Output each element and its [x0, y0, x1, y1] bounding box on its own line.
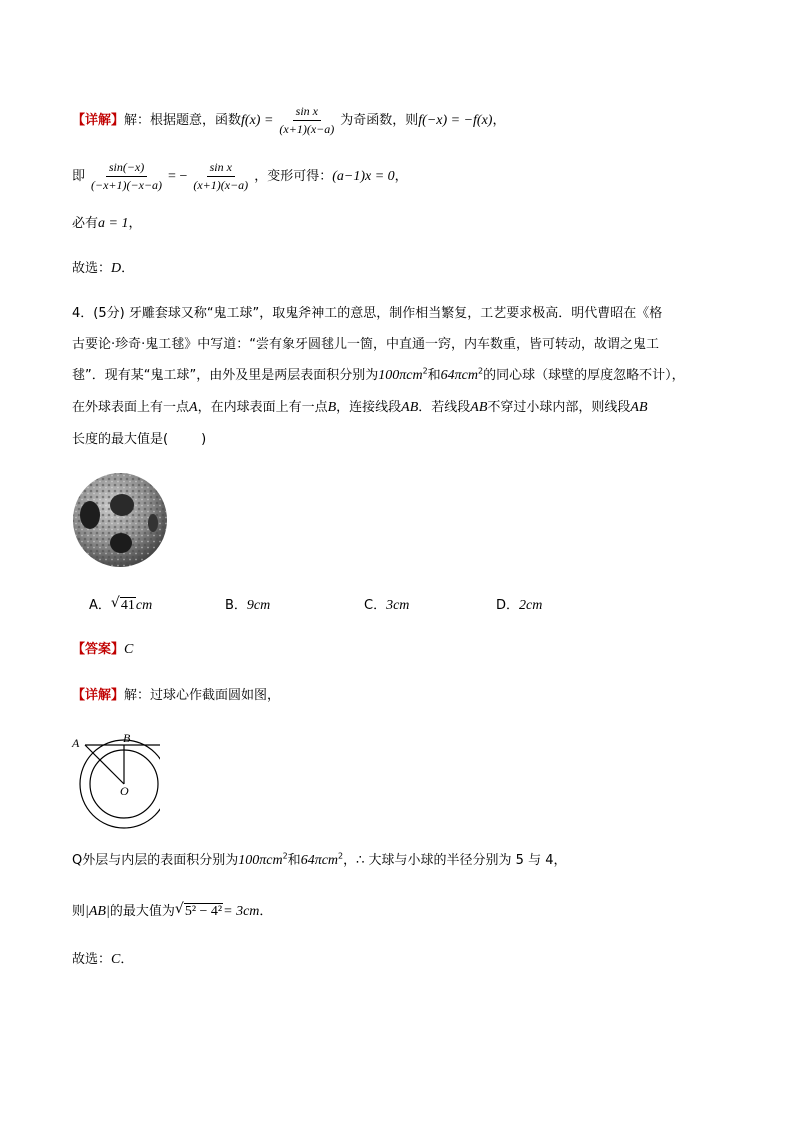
detail-tag: 【详解】 — [72, 113, 125, 128]
answer-value: C — [124, 642, 134, 657]
text: 则 — [72, 904, 86, 919]
text: 不穿过小球内部，则线段 — [487, 400, 631, 415]
q4-line2: 古要论·珍奇·鬼工毬》中写道：“尝有象牙圆毬儿一箇，中直通一窍，内车数重，皆可转动，故谓之鬼工 — [72, 337, 660, 352]
sol3-line3 — [72, 214, 141, 234]
cross-section-diagram — [68, 732, 160, 830]
choice-letter: C — [111, 952, 121, 967]
sqrt-expr — [111, 596, 136, 616]
text: ， — [394, 169, 408, 184]
odd-relation: f(−x) = −f(x) — [418, 113, 493, 128]
option-a[interactable] — [89, 596, 152, 616]
q4-line8 — [72, 950, 133, 970]
exponent: 2 — [338, 851, 344, 861]
math-var: AB — [630, 400, 648, 415]
q4-line1: 4．(5分) 牙雕套球又称“鬼工球”，取鬼斧神工的意思，制作相当繁复，工艺要求极高．明代曹昭在《格 — [72, 306, 663, 321]
detail-text: 解：过球心作截面圆如图， — [124, 688, 281, 703]
option-label: C． — [364, 598, 387, 613]
fraction-numerator: sin x — [207, 160, 235, 177]
text: 即 — [72, 169, 86, 184]
label-a: A — [72, 736, 80, 750]
text: 必有 — [72, 216, 99, 231]
unit: cm — [135, 598, 153, 613]
option-value: 9cm — [246, 598, 271, 613]
option-d[interactable] — [496, 596, 542, 616]
option-value: 3cm — [386, 598, 410, 613]
math-expr: = 3cm — [223, 904, 260, 919]
text: 毬”．现有某“鬼工球”，由外及里是两层表面积分别为 — [72, 368, 379, 383]
math-var: AB — [470, 400, 488, 415]
fraction — [190, 160, 251, 193]
math-value: 100πcm — [238, 853, 283, 868]
math-expr: a = 1 — [98, 216, 129, 231]
sol3-line1 — [72, 104, 505, 137]
text: ，在内球表面上有一点 — [197, 400, 328, 415]
equals: = − — [168, 169, 188, 184]
option-b[interactable] — [225, 596, 270, 616]
math-expr: (a−1)x = 0 — [332, 169, 395, 184]
sqrt-radicand: 41 — [120, 598, 135, 613]
sqrt-sign: √ — [174, 901, 184, 917]
detail-line — [72, 686, 280, 706]
math-value: 64πcm — [440, 368, 479, 383]
exponent: 2 — [282, 851, 288, 861]
text: 为奇函数，则 — [340, 113, 419, 128]
fraction-denominator: (x+1)(x−a) — [279, 122, 335, 136]
q4-line5: 长度的最大值是( ) — [72, 432, 207, 447]
option-label: A． — [89, 598, 111, 613]
text: Q外层与内层的表面积分别为 — [72, 853, 239, 868]
text: 的最大值为 — [109, 904, 175, 919]
math-var: AB — [401, 400, 419, 415]
math-value: 64πcm — [300, 853, 339, 868]
option-c[interactable] — [364, 596, 409, 616]
function-lhs: f(x) = — [241, 113, 274, 128]
math-var: B — [327, 400, 337, 415]
text: ， — [128, 216, 142, 231]
text: ，连接线段 — [336, 400, 402, 415]
text: ． — [120, 952, 134, 967]
math-var: A — [189, 400, 198, 415]
label-b: B — [123, 732, 131, 745]
q4-line7 — [72, 902, 272, 922]
text: 和 — [287, 853, 301, 868]
sol3-line2 — [72, 160, 408, 193]
q4-line3 — [72, 366, 685, 386]
detail-tag: 【详解】 — [72, 688, 125, 703]
option-label: D． — [496, 598, 520, 613]
fraction-denominator: (−x+1)(−x−a) — [91, 178, 163, 192]
sol3-line4 — [72, 259, 134, 279]
text: ． — [259, 904, 273, 919]
text: ，∴ 大球与小球的半径分别为 5 与 4， — [343, 853, 567, 868]
text: ，变形可得： — [254, 169, 333, 184]
label-o: O — [120, 784, 129, 798]
text: 的同心球（球壁的厚度忽略不计）， — [483, 368, 685, 383]
math-value: 100πcm — [378, 368, 423, 383]
sqrt-radicand: 5² − 4² — [184, 904, 223, 919]
abs-ab: |AB| — [85, 904, 110, 919]
text: 在外球表面上有一点 — [72, 400, 190, 415]
text: ． — [121, 261, 135, 276]
q4-line6 — [72, 851, 566, 871]
ivory-ball-image — [71, 471, 169, 569]
fraction-denominator: (x+1)(x−a) — [193, 178, 249, 192]
text: 故选： — [72, 952, 112, 967]
fraction-numerator: sin(−x) — [106, 160, 147, 177]
text: ， — [492, 113, 506, 128]
option-label: B． — [225, 598, 247, 613]
exponent: 2 — [478, 366, 484, 376]
text: ．若线段 — [418, 400, 471, 415]
fraction — [88, 160, 165, 193]
answer-tag: 【答案】 — [72, 642, 125, 657]
text: 解：根据题意，函数 — [124, 113, 242, 128]
fraction — [276, 104, 337, 137]
sqrt-sign: √ — [110, 595, 120, 611]
sqrt-expr — [175, 902, 223, 922]
text: 和 — [427, 368, 441, 383]
q4-line4 — [72, 398, 648, 418]
option-value: 2cm — [519, 598, 543, 613]
exponent: 2 — [422, 366, 428, 376]
answer-line — [72, 640, 133, 660]
text: 故选： — [72, 261, 112, 276]
fraction-numerator: sin x — [293, 104, 321, 121]
choice-letter: D — [111, 261, 122, 276]
